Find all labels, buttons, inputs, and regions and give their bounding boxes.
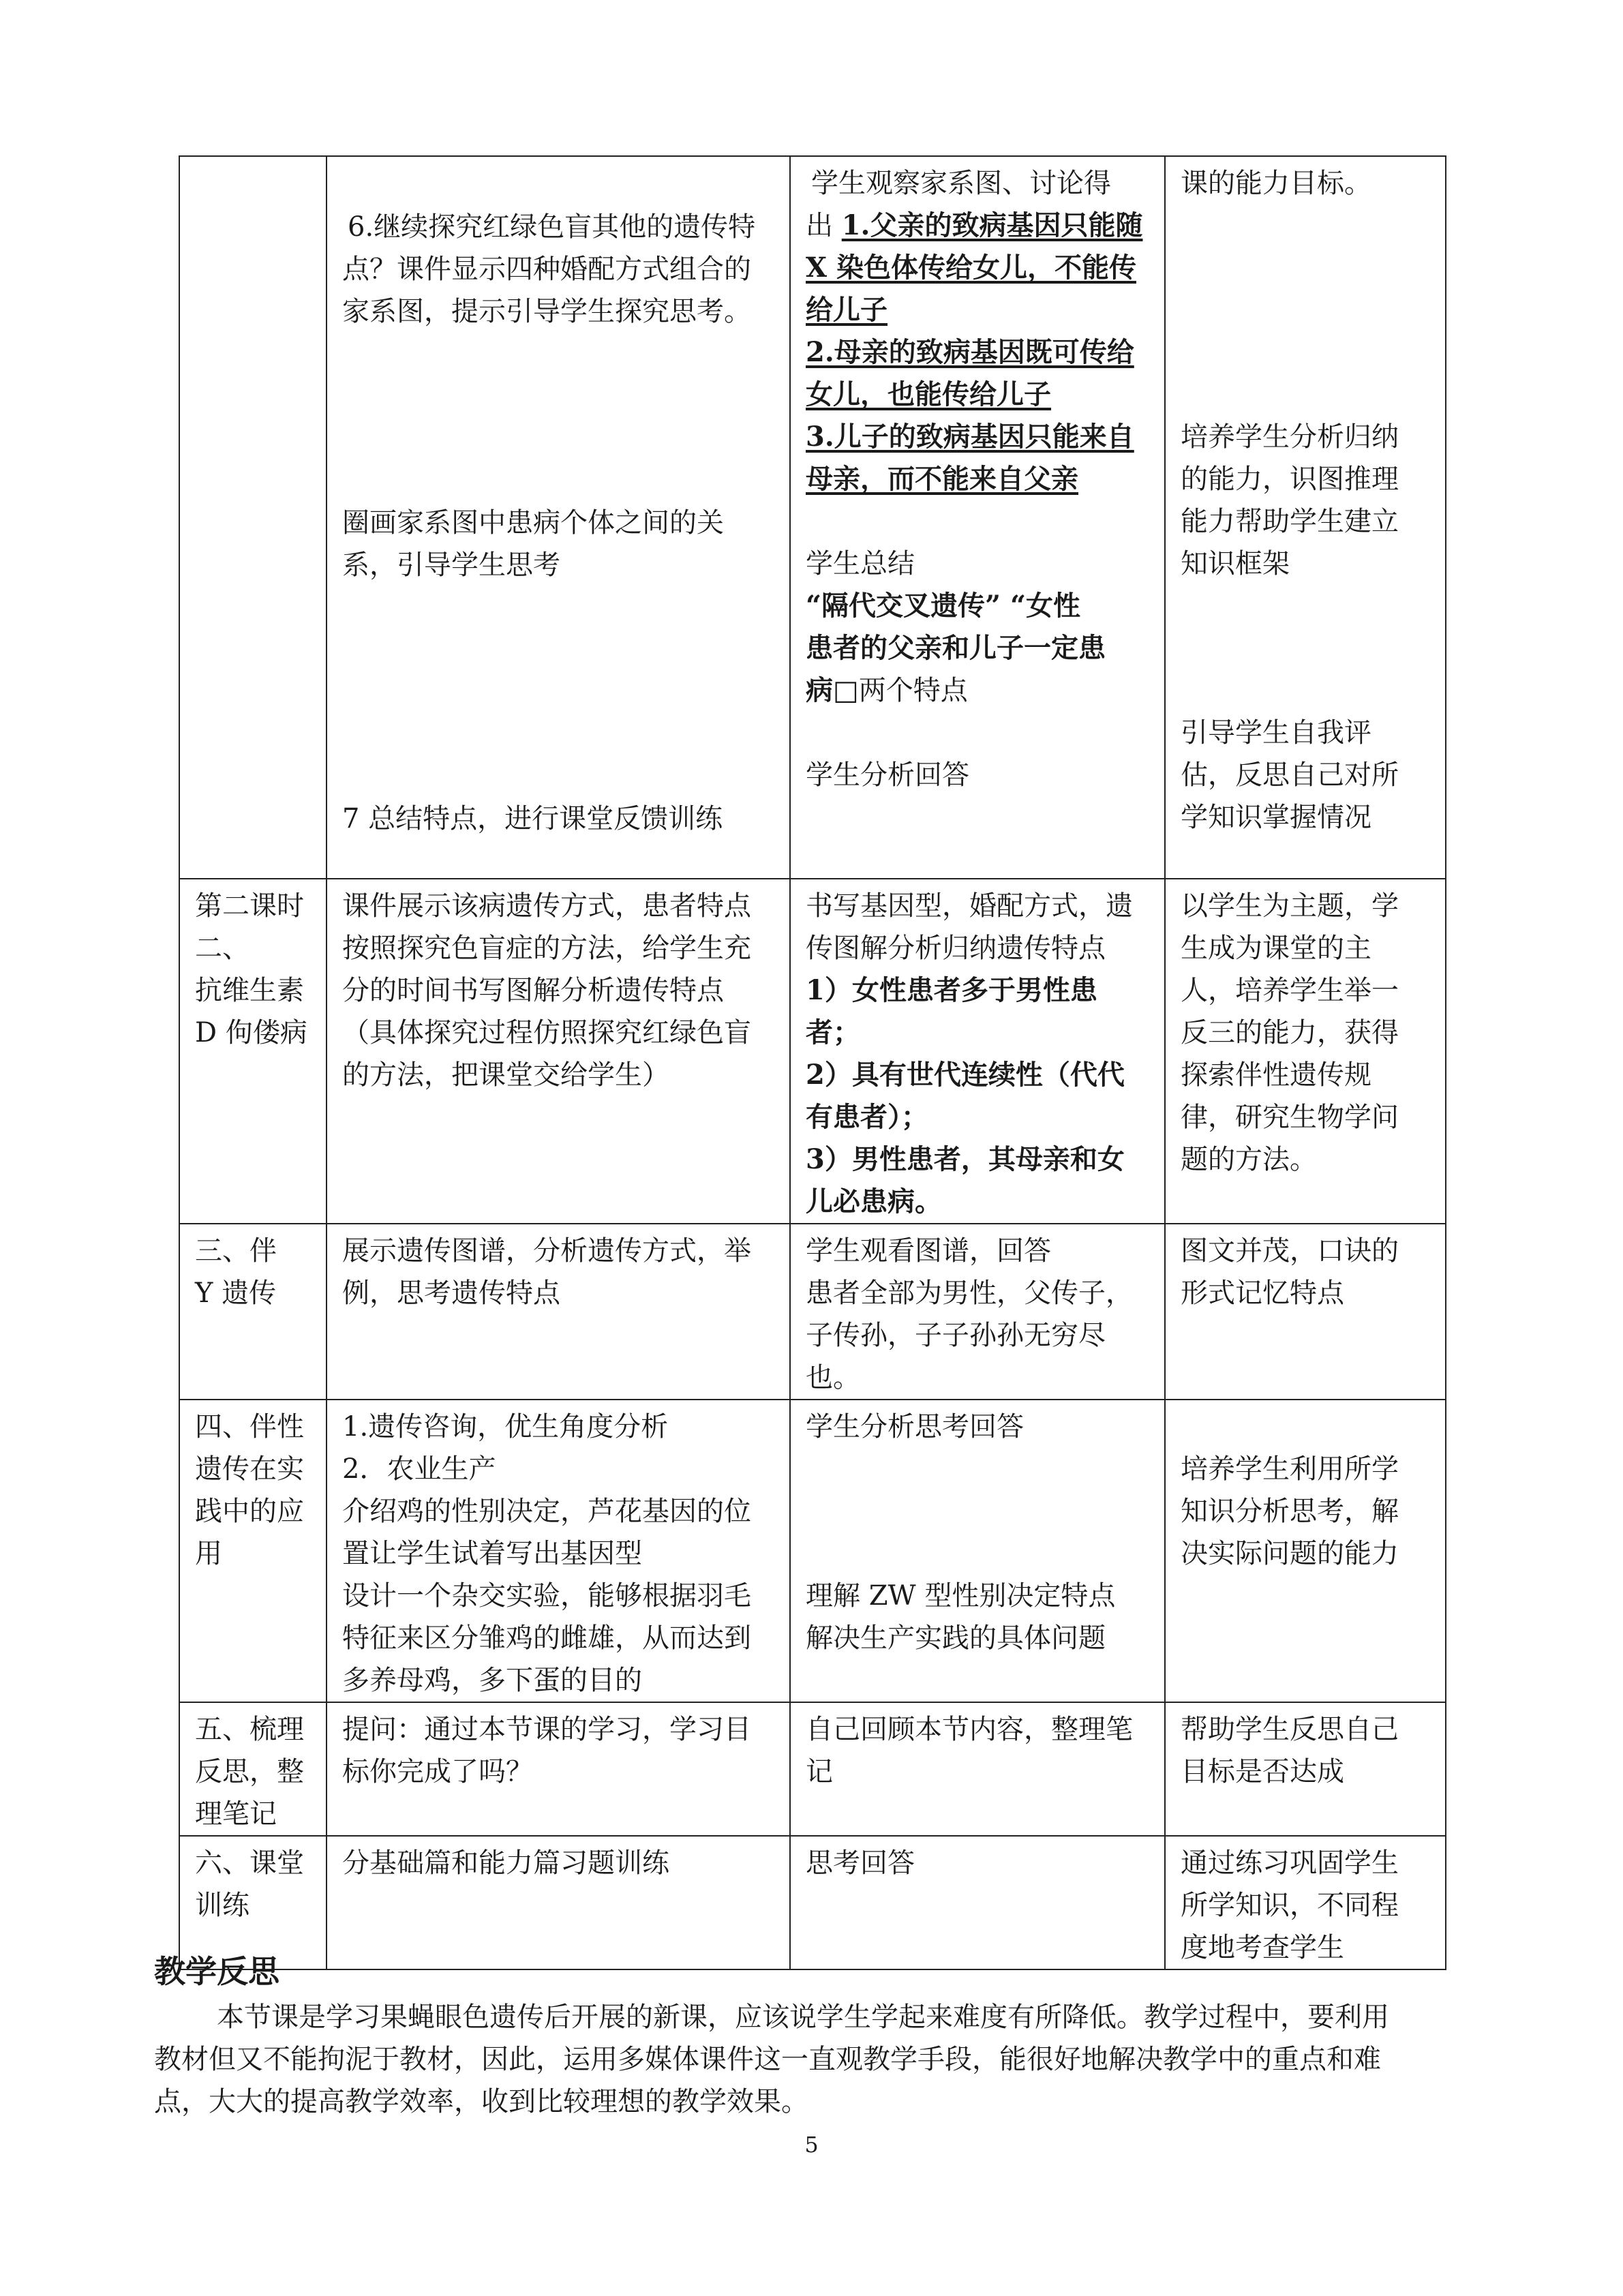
text-line: Y 遗传: [195, 1278, 277, 1309]
text-line: 用: [195, 1538, 222, 1569]
text-line: 设计一个杂交实验，能够根据羽毛: [342, 1580, 751, 1612]
text-line: 学生总结: [806, 548, 915, 579]
purpose-cell: [1165, 1836, 1446, 1969]
text-line: 提问：通过本节课的学习，学习目: [342, 1714, 751, 1745]
text-line: [806, 669, 1151, 712]
text-line: 3）男性患者，其母亲和女: [806, 1143, 1125, 1175]
text-line: 抗维生素: [195, 975, 304, 1006]
text-line: 2．农业生产: [342, 1453, 496, 1485]
text-line: 点？课件显示四种婚配方式组合的: [342, 254, 751, 285]
reflection-paragraph: [154, 1996, 1442, 2123]
text-line: 三、伴: [195, 1235, 277, 1267]
text-line: 也。: [806, 1362, 860, 1393]
student-activity-cell: [790, 1702, 1165, 1836]
paragraph-line: 教材但又不能拘泥于教材，因此，运用多媒体课件这一直观教学手段，能很好地解决教学中的重点和难: [154, 2044, 1381, 2075]
stage-cell: [179, 1400, 327, 1702]
text-line: X 染色体传给女儿，不能传: [806, 252, 1136, 284]
text-line: 估，反思自己对所: [1181, 759, 1399, 791]
text-line: 以学生为主题，学: [1181, 890, 1399, 922]
text-line: 1）女性患者多于男性患: [806, 974, 1097, 1006]
text-line: 自己回顾本节内容，整理笔: [806, 1714, 1133, 1745]
text-line: 学生分析回答: [806, 759, 969, 791]
text-line: 题的方法。: [1181, 1144, 1317, 1175]
text-line: 图文并茂，口诀的: [1181, 1235, 1399, 1267]
text-line: 记: [806, 1756, 833, 1787]
text-line: 生成为课堂的主: [1181, 933, 1371, 964]
text-line: 家系图，提示引导学生探究思考。: [342, 296, 751, 327]
text-line: 第二课时: [195, 890, 304, 922]
lesson-plan-table: [179, 155, 1446, 1970]
text-line: 特征来区分雏鸡的雌雄，从而达到: [342, 1622, 751, 1654]
text-line: 展示遗传图谱，分析遗传方式，举: [342, 1235, 751, 1267]
text-line: 的方法，把课堂交给学生）: [342, 1059, 669, 1091]
table-row: [179, 1400, 1446, 1702]
text-line: 遗传在实: [195, 1453, 304, 1485]
text-line: 理解 ZW 型性别决定特点: [806, 1580, 1116, 1612]
text-line: 患者的父亲和儿子一定患: [806, 632, 1106, 664]
table-row: [179, 879, 1446, 1224]
text-line: 知识框架: [1181, 548, 1290, 579]
text-line: 有患者）；: [806, 1101, 928, 1133]
text-line: 践中的应: [195, 1496, 304, 1527]
student-activity-cell: [790, 1836, 1165, 1969]
teacher-activity-cell: [327, 156, 790, 879]
text-line: 2.母亲的致病基因既可传给: [806, 336, 1134, 368]
text-line: 2）具有世代连续性（代代: [806, 1059, 1125, 1091]
student-activity-cell: [790, 879, 1165, 1224]
text-line: 四、伴性: [195, 1411, 304, 1442]
table-row: [179, 1224, 1446, 1400]
teacher-activity-cell: [327, 1224, 790, 1400]
purpose-cell: [1165, 1400, 1446, 1702]
text-line: 律，研究生物学问: [1181, 1102, 1399, 1133]
text-line: 例，思考遗传特点: [342, 1278, 560, 1309]
text-line: 能力帮助学生建立: [1181, 506, 1399, 537]
teacher-activity-cell: [327, 879, 790, 1224]
teacher-activity-cell: [327, 1702, 790, 1836]
text-line: 1.遗传咨询，优生角度分析: [342, 1411, 669, 1442]
section-heading: 教学反思: [154, 1953, 279, 1990]
text-line: 者；: [806, 1016, 860, 1048]
text-line: 的能力，识图推理: [1181, 464, 1399, 495]
text-line: [806, 205, 1151, 247]
text-line: 五、梳理: [195, 1714, 304, 1745]
text-line: D 佝偻病: [195, 1017, 307, 1048]
table-row: [179, 1836, 1446, 1969]
text-line: 学知识掌握情况: [1181, 802, 1371, 833]
text-line: 目标是否达成: [1181, 1756, 1344, 1787]
text-line: 母亲，而不能来自父亲: [806, 463, 1078, 495]
text-line: 训练: [195, 1890, 249, 1921]
text-line: 六、课堂: [195, 1847, 304, 1879]
text-line: 培养学生分析归纳: [1181, 421, 1399, 453]
stage-cell: [179, 1702, 327, 1836]
text-line: 儿必患病。: [806, 1185, 942, 1218]
text-line: 标你完成了吗？: [342, 1756, 533, 1787]
text-line: 思考回答: [806, 1847, 915, 1879]
text-line: 帮助学生反思自己: [1181, 1714, 1399, 1745]
text-line: （具体探究过程仿照探究红绿色盲: [342, 1017, 751, 1048]
purpose-cell: [1165, 156, 1446, 879]
stage-cell: [179, 1224, 327, 1400]
text-line: 二、: [195, 933, 249, 964]
stage-cell: [179, 879, 327, 1224]
text-line: 培养学生利用所学: [1181, 1453, 1399, 1485]
text-line: 子传孙，子子孙孙无穷尽: [806, 1320, 1106, 1351]
text-line: 课的能力目标。: [1181, 168, 1371, 199]
text-line: 3.儿子的致病基因只能来自: [806, 421, 1134, 453]
text-line: 反思，整: [195, 1756, 304, 1787]
text-line: 给儿子: [806, 294, 888, 326]
paragraph-line: 点，大大的提高教学效率，收到比较理想的教学效果。: [154, 2086, 808, 2117]
text-line: 探索伴性遗传规: [1181, 1059, 1371, 1091]
teacher-activity-cell: [327, 1836, 790, 1969]
text-fragment: □两个特点: [833, 675, 968, 706]
page-number: 5: [804, 2132, 819, 2158]
text-line: 度地考查学生: [1181, 1932, 1344, 1963]
underlined-point: 1.父亲的致病基因只能随: [841, 209, 1143, 241]
text-line: 学生观察家系图、讨论得: [811, 168, 1111, 199]
text-line: 学生分析思考回答: [806, 1411, 1024, 1442]
text-line: 通过练习巩固学生: [1181, 1847, 1399, 1879]
text-line: 患者全部为男性，父传子，: [806, 1278, 1133, 1309]
text-line: 置让学生试着写出基因型: [342, 1538, 642, 1569]
paragraph-line: 本节课是学习果蝇眼色遗传后开展的新课，应该说学生学起来难度有所降低。教学过程中，要利用: [217, 2002, 1389, 2033]
text-line: 引导学生自我评: [1181, 717, 1371, 749]
stage-cell: [179, 156, 327, 879]
student-activity-cell: [790, 1400, 1165, 1702]
student-activity-cell: [790, 1224, 1165, 1400]
text-line: 系，引导学生思考: [342, 549, 560, 581]
text-line: 介绍鸡的性别决定，芦花基因的位: [342, 1496, 751, 1527]
text-line: 按照探究色盲症的方法，给学生充: [342, 933, 751, 964]
purpose-cell: [1165, 1702, 1446, 1836]
text-line: 传图解分析归纳遗传特点: [806, 933, 1106, 964]
text-line: 书写基因型，婚配方式，遗: [806, 890, 1133, 922]
text-line: 学生观看图谱，回答: [806, 1235, 1051, 1267]
text-line: 解决生产实践的具体问题: [806, 1622, 1106, 1654]
text-line: 人，培养学生举一: [1181, 975, 1399, 1006]
purpose-cell: [1165, 879, 1446, 1224]
text-line: 分基础篇和能力篇习题训练: [342, 1847, 669, 1879]
text-line: 所学知识，不同程: [1181, 1890, 1399, 1921]
table-row: [179, 1702, 1446, 1836]
text-line: 分的时间书写图解分析遗传特点: [342, 975, 724, 1006]
text-line: 圈画家系图中患病个体之间的关: [342, 507, 724, 539]
table-row: [179, 156, 1446, 879]
text-line: 反三的能力，获得: [1181, 1017, 1399, 1048]
text-line: 6.继续探究红绿色盲其他的遗传特: [348, 211, 756, 243]
text-line: 7 总结特点，进行课堂反馈训练: [342, 803, 723, 834]
text-line: “隔代交叉遗传” “女性: [806, 590, 1080, 622]
text-fragment: 病: [806, 674, 833, 706]
text-line: 形式记忆特点: [1181, 1278, 1344, 1309]
text-line: 决实际问题的能力: [1181, 1538, 1399, 1569]
student-activity-cell: [790, 156, 1165, 879]
text-line: 多养母鸡，多下蛋的目的: [342, 1665, 642, 1696]
teacher-activity-cell: [327, 1400, 790, 1702]
stage-cell: [179, 1836, 327, 1969]
purpose-cell: [1165, 1224, 1446, 1400]
text-line: 课件展示该病遗传方式，患者特点: [342, 890, 751, 922]
text-line: 知识分析思考，解: [1181, 1496, 1399, 1527]
text-line: 理笔记: [195, 1798, 277, 1830]
text-fragment: 出: [806, 210, 842, 241]
text-line: 女儿，也能传给儿子: [806, 378, 1051, 410]
